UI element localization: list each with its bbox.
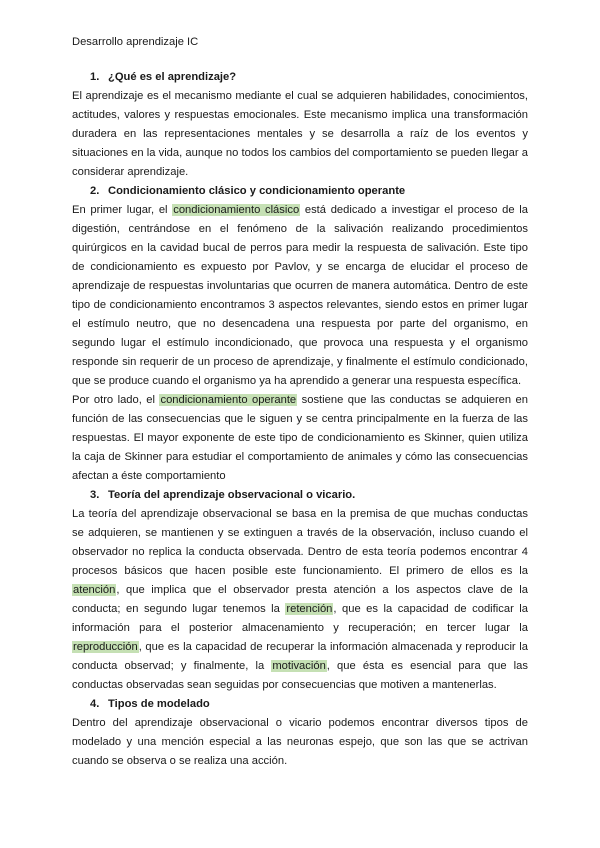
section-4-number: 4.: [90, 698, 100, 710]
highlight-motivacion: motivación: [272, 660, 326, 672]
highlight-reproduccion: reproducción: [73, 641, 138, 653]
section-4-title: Tipos de modelado: [108, 698, 210, 710]
text-run: sostiene que las conductas se adquieren en función de las consecuencias que le siguen y se centra principalmente en la fuerza de las respuestas. El mayor exponente de este tipo de condicionamiento es Skinner, quien utiliza la caja de Skinner para estudiar el comportamiento de animales y cómo las consecuencias afectan a éste comportamiento: [72, 394, 529, 482]
text-run: , que es la capacidad de codificar la información para el posterior almacenamiento y recuperación; en tercer lugar la: [72, 603, 529, 634]
text-run: En primer lugar, el: [72, 204, 173, 216]
section-1-number: 1.: [90, 71, 100, 83]
section-1-paragraph: El aprendizaje es el mecanismo mediante el cual se adquieren habilidades, conocimientos, actitudes, valores y respuestas emocionales. Este mecanismo implica una transformación duradera en las representaciones mentales y se desarrolla a raíz de los eventos y situaciones en la vida, aunque no todos los cambios del comportamiento se pueden llegar a considerar aprendizaje.: [72, 90, 528, 178]
highlight-condicionamiento-clasico: condicionamiento clásico: [173, 204, 300, 216]
section-4-heading: [72, 695, 528, 714]
section-1-heading: [72, 68, 528, 87]
highlight-atencion: atención: [73, 584, 116, 596]
document-header: Desarrollo aprendizaje IC: [72, 36, 199, 48]
section-4-paragraph: Dentro del aprendizaje observacional o vicario podemos encontrar diversos tipos de modelado y una mención especial a las neuronas espejo, que son las que se actrivan cuando se observa o se realiza una acción.: [72, 717, 528, 767]
section-3-paragraph: [72, 505, 528, 695]
text-run: está dedicado a investigar el proceso de la digestión, centrándose en el fenómeno de la salivación realizando procedimientos quirúrgicos en la cavidad bucal de perros para medir la respuesta de salivación. Este tipo de condicionamiento es expuesto por Pavlov, y se encarga de elucidar el proceso de aprendizaje de respuestas involuntarias que ocurren de manera automática. Dentro de este tipo de condicionamiento encontramos 3 aspectos relevantes, siendo estos en primer lugar el estímulo neutro, que no desencadena una respuesta por parte del organismo, en segundo lugar el estímulo incondicionado, que provoca una respuesta y el organismo responde sin requerir de un proceso de aprendizaje, y finalmente el estímulo condicionado, que se produce cuando el organismo ya ha aprendido a generar una respuesta específica.: [72, 204, 528, 387]
section-2-heading: [72, 182, 528, 201]
highlight-condicionamiento-operante: condicionamiento operante: [160, 394, 297, 406]
text-run: , que ésta es esencial para que las conductas observadas sean seguidas por consecuencias que motiven a mantenerlas.: [72, 660, 528, 691]
section-3-number: 3.: [90, 489, 100, 501]
section-2-paragraph-2: [72, 391, 528, 486]
section-3-title: Teoría del aprendizaje observacional o vicario.: [108, 489, 356, 501]
text-run: Por otro lado, el: [72, 394, 160, 406]
section-1-title: ¿Qué es el aprendizaje?: [108, 71, 237, 83]
section-3-heading: [72, 486, 528, 505]
text-run: , que es la capacidad de recuperar la información almacenada y reproducir la conducta observad; y finalmente, la: [72, 641, 528, 672]
highlight-retencion: retención: [286, 603, 333, 615]
section-2-paragraph-1: [72, 201, 528, 391]
document-body: [72, 68, 528, 771]
text-run: , que implica que el observador presta atención a los aspectos clave de la conducta; en segundo lugar tenemos la: [72, 584, 528, 615]
section-2-number: 2.: [90, 185, 100, 197]
section-2-title: Condicionamiento clásico y condicionamiento operante: [108, 185, 406, 197]
text-run: La teoría del aprendizaje observacional se basa en la premisa de que muchas conductas se adquieren, se mantienen y se extinguen a través de la observación, incluso cuando el observador no replica la conducta observada. Dentro de esta teoría podemos encontrar 4 procesos básicos que hacen posible este funcionamiento. El primero de ellos es la: [72, 508, 528, 577]
